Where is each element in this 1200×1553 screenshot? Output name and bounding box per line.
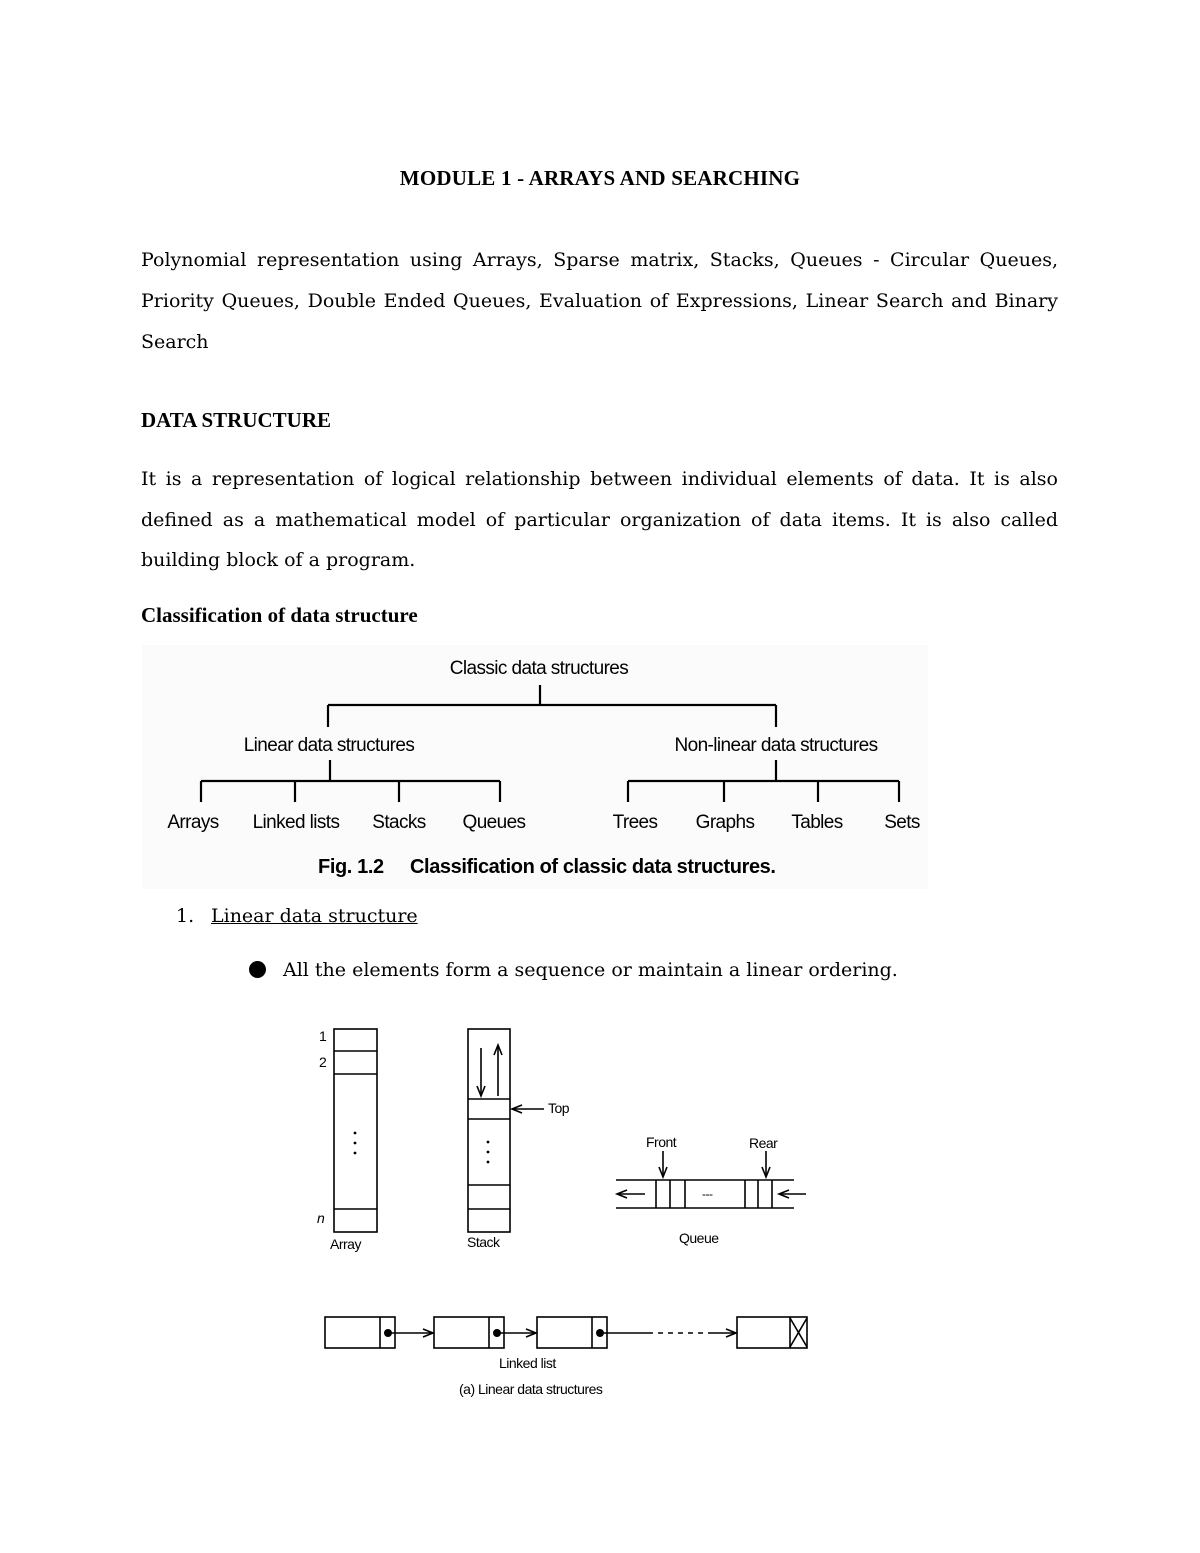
figure-caption-text: Classification of classic data structures. [410, 856, 776, 878]
tree-leaf-tables: Tables [791, 812, 843, 833]
classification-figure [142, 645, 928, 889]
array-shape [334, 1029, 377, 1232]
syllabus-topics: Polynomial representation using Arrays, Sparse matrix, Stacks, Queues - Circular Queues, Priority Queues, Double Ended Queues, Evaluation of Expressions, Linear Search and Binary Search [141, 249, 1058, 353]
linear-figure-caption: (a) Linear data structures [459, 1381, 603, 1397]
bullet-text: All the elements form a sequence or maintain a linear ordering. [283, 959, 898, 981]
tree-leaf-trees: Trees [612, 812, 658, 833]
array-index-n: n [317, 1210, 325, 1226]
classification-heading: Classification of data structure [141, 603, 418, 627]
tree-leaf-graphs: Graphs [695, 812, 755, 833]
bullet-item [249, 959, 898, 981]
bullet-icon [249, 961, 266, 978]
tree-linear-label: Linear data structures [243, 735, 415, 756]
figure-caption-number: Fig. 1.2 [318, 856, 384, 878]
tree-root-label: Classic data structures [449, 658, 629, 679]
array-label: Array [330, 1236, 361, 1252]
data-structure-definition: It is a representation of logical relationship between individual elements of data. It is also defined as a mathematical model of particular organization of data items. It is also called building block of a program. [141, 468, 1058, 571]
module-title: MODULE 1 - ARRAYS AND SEARCHING [399, 166, 801, 190]
numbered-item-linear [176, 905, 418, 927]
top-label: Top [548, 1100, 570, 1116]
list-label: Linear data structure [211, 905, 418, 927]
linked-list-label: Linked list [499, 1355, 556, 1371]
tree-leaf-arrays: Arrays [167, 812, 219, 833]
tree-leaf-sets: Sets [884, 812, 920, 833]
tree-nonlinear-label: Non-linear data structures [674, 735, 878, 756]
list-number: 1. [176, 905, 195, 927]
tree-leaf-stacks: Stacks [372, 812, 426, 833]
queue-label: Queue [679, 1230, 719, 1246]
stack-label: Stack [467, 1234, 500, 1250]
stack-shape [468, 1029, 510, 1232]
rear-label: Rear [749, 1135, 778, 1151]
array-index-1: 1 [319, 1028, 327, 1044]
data-structure-heading: DATA STRUCTURE [141, 408, 332, 432]
tree-leaf-linked-lists: Linked lists [252, 812, 340, 833]
array-index-2: 2 [319, 1054, 327, 1070]
front-label: Front [646, 1134, 677, 1150]
linear-structures-figure [300, 1020, 820, 1410]
queue-dots: --- [702, 1187, 713, 1201]
tree-leaf-queues: Queues [462, 812, 526, 833]
